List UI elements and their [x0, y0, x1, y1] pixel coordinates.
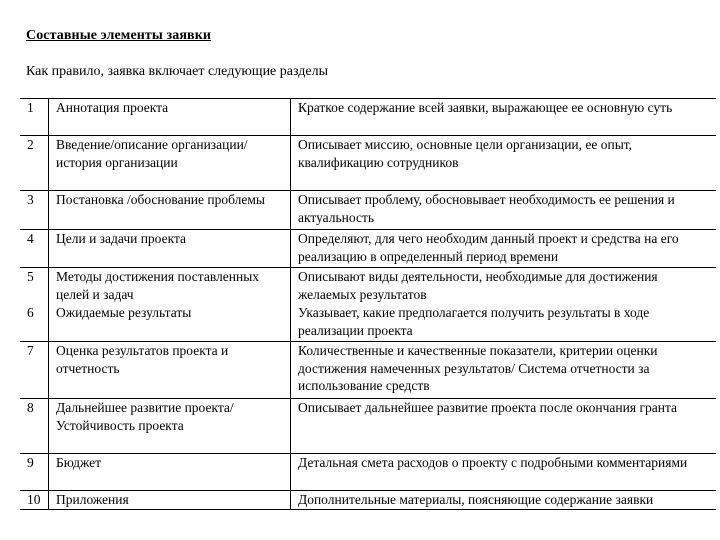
- page-title: Составные элементы заявки: [26, 28, 212, 43]
- row-number: 10: [27, 492, 41, 507]
- row-number: 2: [27, 137, 34, 152]
- section-name: Оценка результатов проекта и отчетность: [48, 342, 290, 398]
- section-description: Детальная смета расходов о проекту с подробными комментариями: [290, 454, 716, 490]
- section-name: Цели и задачи проекта: [48, 230, 290, 267]
- row-number: 1: [27, 100, 34, 115]
- row-number: 7: [27, 343, 34, 358]
- row-number: 5: [27, 269, 34, 284]
- section-description: Описывает проблему, обосновывает необходимость ее решения и актуальность: [290, 191, 716, 229]
- table-row: [20, 136, 716, 191]
- table-row: [20, 99, 716, 136]
- table-row: [20, 491, 716, 509]
- section-description: Краткое содержание всей заявки, выражающее ее основную суть: [290, 99, 716, 135]
- intro-text: Как правило, заявка включает следующие разделы: [26, 64, 328, 79]
- section-name: Приложения: [48, 491, 290, 509]
- table-row: [20, 268, 716, 304]
- table-row: [20, 454, 716, 491]
- table-row: [20, 304, 716, 342]
- row-number: 6: [27, 305, 34, 320]
- section-name: Методы достижения поставленных целей и задач: [48, 268, 290, 304]
- table-row: [20, 342, 716, 399]
- table-row: [20, 191, 716, 230]
- section-description: Описывает миссию, основные цели организации, ее опыт, квалификацию сотрудников: [290, 136, 716, 190]
- section-name: Постановка /обоснование проблемы: [48, 191, 290, 229]
- section-description: Количественные и качественные показатели, критерии оценки достижения намеченных результатов/ Система отчетности за использование средств: [290, 342, 716, 398]
- sections-table: [20, 98, 716, 510]
- section-description: Описывают виды деятельности, необходимые для достижения желаемых результатов: [290, 268, 716, 304]
- row-number: 8: [27, 400, 34, 415]
- row-number: 9: [27, 455, 34, 470]
- section-description: Указывает, какие предполагается получить результаты в ходе реализации проекта: [290, 304, 716, 341]
- row-number: 4: [27, 231, 34, 246]
- row-number: 3: [27, 192, 34, 207]
- section-description: Определяют, для чего необходим данный проект и средства на его реализацию в определенный период времени: [290, 230, 716, 267]
- table-row: [20, 230, 716, 268]
- section-description: Описывает дальнейшее развитие проекта после окончания гранта: [290, 399, 716, 453]
- section-name: Аннотация проекта: [48, 99, 290, 135]
- section-description: Дополнительные материалы, поясняющие содержание заявки: [290, 491, 716, 509]
- section-name: Введение/описание организации/история организации: [48, 136, 290, 190]
- table-row: [20, 399, 716, 454]
- section-name: Бюджет: [48, 454, 290, 490]
- section-name: Дальнейшее развитие проекта/Устойчивость проекта: [48, 399, 290, 453]
- section-name: Ожидаемые результаты: [48, 304, 290, 341]
